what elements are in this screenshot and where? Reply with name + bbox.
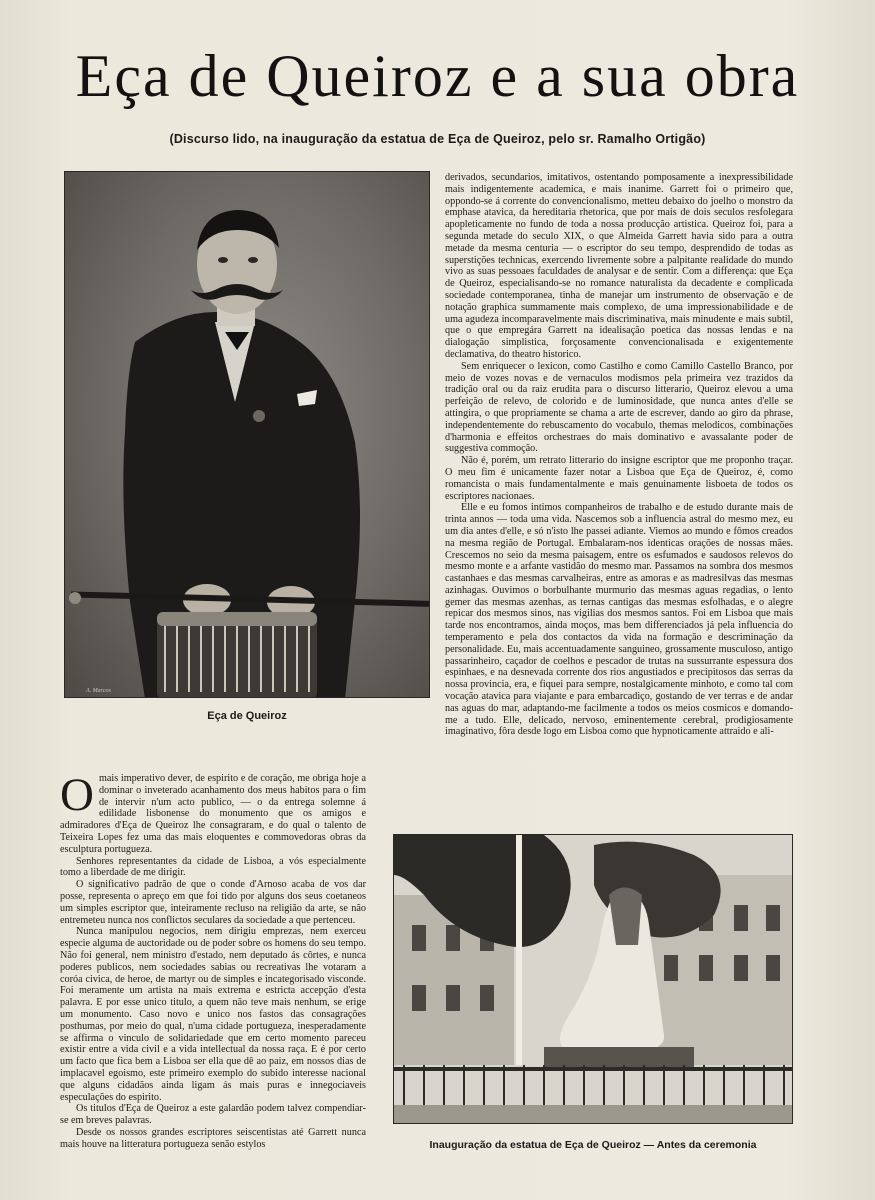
left-column xyxy=(60,773,366,1178)
portrait-photo xyxy=(64,171,430,698)
right-column xyxy=(445,172,793,812)
left-paragraph: O significativo padrão de que o conde d'Arnoso acaba de vos dar posse, representa o apreço em que foi tido por alguns dos seus coetaneos um simples escriptor que, inteiramente recluso na religião da arte, se não entremeteu nunca nos conflictos seculares da sociedade a que pertenceu. xyxy=(60,879,366,926)
right-paragraph: Não é, porém, um retrato litterario do insigne escriptor que me proponho traçar. O meu fim é unicamente fazer notar a Lisboa que Eça de Queiroz, é, como romancista o mais fundamentalmente e mais genuinamente lisboeta de todos os escriptores nacionaes. xyxy=(445,455,793,502)
opening-paragraph xyxy=(60,773,366,856)
article-title: Eça de Queiroz e a sua obra xyxy=(75,43,800,109)
right-paragraph: derivados, secundarios, imitativos, ostentando pomposamente a inexpressibilidade mais indigentemente academica, e mais inanime. Garrett foi o primeiro que, oppondo-se á corrente do convencionalismo, metteu debaixo do joelho o monstro da emphase atavica, da hereditaria rhetorica, que por mais de dois seculos resfolegara apopleticamente no fundo de toda a nossa producção artistica. Queiroz foi, para a segunda metade do seculo XIX, o que Almeida Garrett havia sido para a outra metade da mesma centuria — o escriptor do seu tempo, desprendido de todas as superstições technicas, exercendo livremente sobre a palpitante realidade do mundo vivo as suas pessoaes faculdades de analysar e de sentir. Com a differença: que Eça de Queiroz, especialisando-se no romance naturalista da decadente e complicada sociedade contemporanea, tinha de manejar um instrumento de observação e de notação graphica summamente mais complexo, de uma impressionabilidade e de uma agudeza incomparavelmente mais discriminativa, mais minudente e mais subtil, que o que empregára Garrett na idealisação poetica das nossas lendas e na dialogação simplistica, forçosamente convencionalisada e exigentemente declamativa, do theatro historico. xyxy=(445,172,793,360)
left-paragraph: Desde os nossos grandes escriptores seiscentistas até Garrett nunca mais houve na litteratura portugueza senão estylos xyxy=(60,1126,366,1150)
right-paragraph: Sem enriquecer o lexicon, como Castilho e como Camillo Castello Branco, por meio de vozes novas e de vernaculos modismos pela primeira vez trazidos da tradição oral ou da raiz erudita para o discurso litterario, Queiroz elevou a uma perfeição de relevo, de colorido e de luminosidade, que nunca antes d'elle se attingira, o que propriamente se chama a arte de escrever, dando ao giro da phrase, independentemente do rebuscamento do vocabulo, themas melodicos, combinações d'harmonia e effeitos orchestraes do mais dominativo e avassalante poder de suggestiva commoção. xyxy=(445,360,793,455)
left-paragraph: Senhores representantes da cidade de Lisboa, a vós especialmente tomo a liberdade de me dirigir. xyxy=(60,855,366,879)
portrait-signature: A. Marcos xyxy=(86,688,111,694)
opening-text: mais imperativo dever, de espirito e de coração, me obriga hoje a dominar o inveterado acanhamento dos meus habitos para o fim de intervir n'um acto publico, — o da entrega solemne á edilidade lisbonense do monumento que os amigos e admiradores d'Eça de Queiroz lhe consagraram, e do qual o talento de Teixeira Lopes fez uma das mais eloquentes e commovedoras obras da esculptura portugueza. xyxy=(60,773,366,855)
article-subtitle: (Discurso lido, na inauguração da estatua de Eça de Queiroz, pelo sr. Ramalho Ortigão) xyxy=(169,132,706,146)
portrait-caption: Eça de Queiroz xyxy=(207,710,287,722)
statue-caption: Inauguração da estatua de Eça de Queiroz — Antes da ceremonia xyxy=(429,1139,757,1151)
left-paragraph: Os titulos d'Eça de Queiroz a este galardão podem talvez compendiar-se em breves palavras. xyxy=(60,1103,366,1127)
right-paragraph: Elle e eu fomos intimos companheiros de trabalho e de estudo durante mais de trinta annos — toda uma vida. Nascemos sob a influencia astral do mesmo mez, eu um dia antes d'elle, e só n'isto lhe passei adiante. Viemos ao mundo e fômos creados na mesma região de Portugal. Embalaram-nos identicas orações de nossas mães. Crescemos no seio da mesma paisagem, entre os esfumados e saudosos relevos do mesmo monte e a arfante vastidão do mesmo mar. Passamos na sombra dos mesmos castanhaes e das mesmas carvalheiras, entre as amoras e as madresilvas das mesmas azinhagas. Ouvimos o borbulhante murmurio das mesmas aguas regadias, o lento gemer das mesmas azenhas, as ternas cantigas das mesmas esfolhadas, e o alegre repicar dos mesmos sinos, nas vigilias dos mesmos santos. Foi em Lisboa que mais tarde nos encontramos, ainda moços, mas bem differenciados já pela influencia do temperamento e pela dos contactos da vida na formação e descriminação da personalidade. Eu, mais accentuadamente sanguineo, grossamente musculoso, antigo passarinheiro, caçador de coelhos e pescador de trutas na sussurrante espessura dos espinhaes, e na desnevada corrente dos rios angustiados e precipitosos das serras da nossa provincia, era, e fiquei para sempre, nostalgicamente minhoto, e como tal com vocação atavica para viajante e para embarcadiço, gostando de ver terras e de andar nas aguas do mar, adaptando-me facilmente a todos os meios cosmicos e domando-me a tudo. Elle, delicado, nervoso, eminentemente cerebral, prodigiosamente imaginativo, fôra desde logo em Lisboa como que hypnoticamente attraido e ali- xyxy=(445,502,793,738)
left-paragraph: Nunca manipulou negocios, nem dirigiu emprezas, nem exerceu especie alguma de auctoridade ou de poder sobre os homens do seu tempo. Não foi general, nem ministro d'estado, nem deputado ás côrtes, e nunca poderes publicos, nem sociedades sabias ou recreativas lhe votaram a coróa civica, de heroe, de martyr ou de simples e incategorisado visconde. Foi meramente um artista na mais extrema e estricta accepção d'esta palavra. E por esse unico titulo, a quem não teve mais nenhum, se erige um monumento. Caso novo e unico nos fastos das consagrações posthumas, por meio do qual, n'uma cidade portugueza, inesperadamente se affirma o vinculo de solidariedade que em certo momento pareceu existir entre a vida civil e a vida intellectual da nossa raça. E é por certo um facto que fica bem a Lisboa ser ella que dê ao paiz, em nossos dias de implacavel egoismo, este primeiro exemplo do subido interesse nacional que alguns cidadãos ainda ligam ás mais puras e innegociaveis especulações do espirito. xyxy=(60,926,366,1103)
drop-cap: O xyxy=(60,773,94,821)
statue-photo xyxy=(393,834,793,1124)
